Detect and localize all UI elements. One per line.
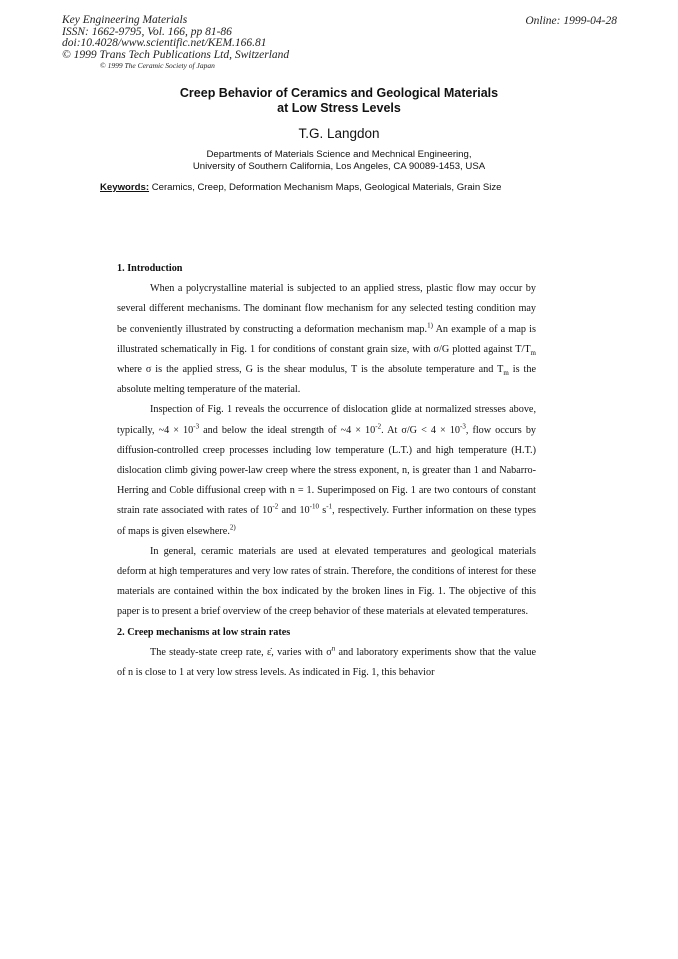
society-line: © 1999 The Ceramic Society of Japan: [100, 61, 215, 71]
title-line-2: at Low Stress Levels: [277, 101, 401, 115]
keywords-label: Keywords:: [100, 182, 150, 193]
section-heading-creep-mechanisms: 2. Creep mechanisms at low strain rates: [117, 626, 291, 638]
journal-name: Key Engineering Materials: [62, 14, 188, 26]
affiliation-line-1: Departments of Materials Science and Mechnical Engineering,: [206, 149, 472, 160]
doi-line: doi:10.4028/www.scientific.net/KEM.166.81: [62, 37, 267, 50]
article-body: [117, 259, 536, 683]
reference-marker: 2): [229, 523, 236, 532]
affiliation-line-2: University of Southern California, Los Angeles, CA 90089-1453, USA: [192, 160, 486, 172]
keywords: [100, 182, 501, 193]
affiliation: [0, 149, 678, 172]
online-date: Online: 1999-04-28: [525, 15, 617, 27]
paragraph-4: The steady-state creep rate, ε̇, varies with $\sigma^n$ and laboratory experiments show that the value of n is close to 1 at very low stress levels. As indicated in Fig. 1, this behavior: [117, 644, 537, 679]
paragraph-1: When a polycrystalline material is subjected to an applied stress, plastic flow may occur by several different mechanisms. The dominant flow mechanism for any selected testing condition may be conveniently illustrated by constructing a deformation mechanism map.$^{1)}$ An example of a map is illustrated schematically in Fig. 1 for conditions of constant grain size, with σ/G plotted against $T/T_m$ where σ is the applied stress, G is the shear modulus, T is the absolute temperature and $T_m$ is the absolute melting temperature of the material.: [117, 283, 536, 396]
journal-metadata: [62, 15, 289, 71]
keywords-list: Ceramics, Creep, Deformation Mechanism Maps, Geological Materials, Grain Size: [149, 182, 502, 193]
paragraph-2: Inspection of Fig. 1 reveals the occurrence of dislocation glide at normalized stresses above, typically, ~4 × $10^{-3}$ and below the ideal strength of ~4 × $10^{-2}$. At $\sigma/G < 4 \times 10^{-3}$, flow occurs by diffusion-controlled creep processes including low temperature (L.T.) and high temperature (H.T.) dislocation climb giving power-law creep where the stress exponent, n, is greater than 1 and Nabarro-Herring and Coble diffusional creep with n = 1. Superimposed on Fig. 1 are two contours of constant strain rate associated with rates of $10^{-2}$ and $10^{-10}$ $s^{-1}$, respectively. Further information on these types of maps is given elsewhere.$^{2)}$: [117, 404, 537, 537]
issn-line: ISSN: 1662-9795, Vol. 166, pp 81-86: [62, 25, 232, 38]
paper-title: [0, 86, 678, 116]
title-line-1: Creep Behavior of Ceramics and Geological Materials: [179, 86, 499, 100]
section-heading-introduction: 1. Introduction: [117, 263, 183, 274]
reference-marker: 1): [427, 321, 433, 330]
copyright-line: © 1999 Trans Tech Publications Ltd, Switzerland: [62, 48, 290, 61]
author-name: T.G. Langdon: [298, 126, 380, 141]
paragraph-3: In general, ceramic materials are used at elevated temperatures and geological materials deform at high temperatures and very low rates of strain. Therefore, the conditions of interest for these materials are contained within the box indicated by the broken lines in Fig. 1. The objective of this paper is to present a brief overview of the creep behavior of these materials at elevated temperatures.: [117, 545, 536, 618]
